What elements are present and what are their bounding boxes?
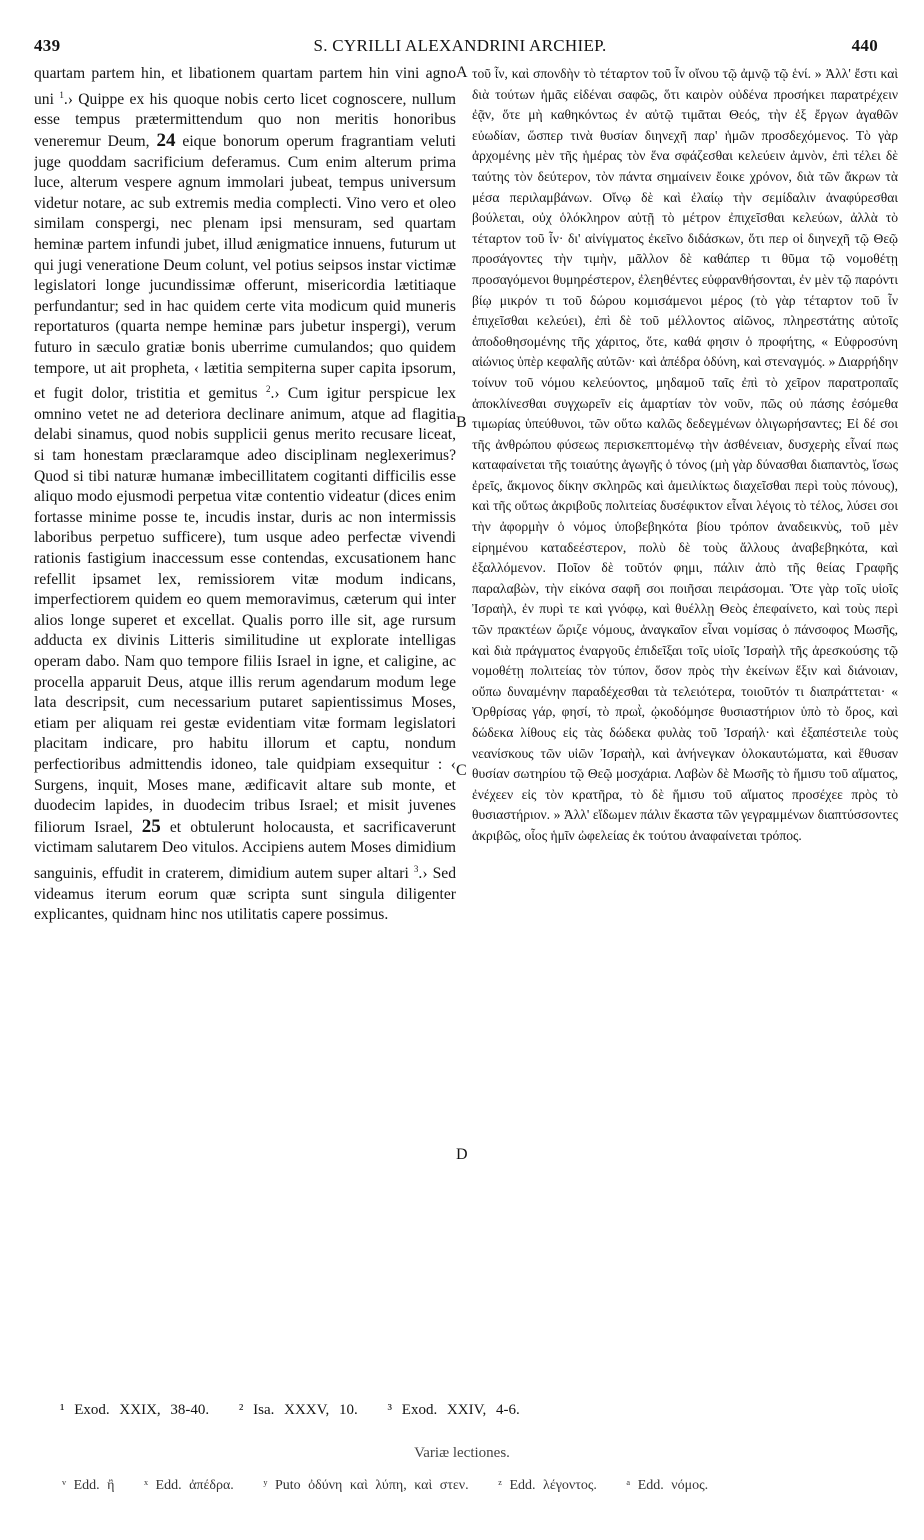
section-letter-b: B: [456, 414, 467, 431]
variant-reading: ᵃ Edd. νόμος.: [626, 1478, 709, 1493]
latin-segment: .› Sed videamus iterum eorum quæ scripta sunt singula diligenter explicantes, quidnam hinc nos utilitatis capere possimus.: [34, 865, 456, 924]
right-page-number: 440: [851, 36, 878, 55]
latin-column: [34, 64, 456, 1394]
section-letter-a: A: [456, 64, 468, 81]
variant-reading: ˣ Edd. ἀπέδρα.: [144, 1478, 234, 1493]
column-number: 25: [141, 815, 161, 837]
footnote: ³ Exod. XXIV, 4-6.: [387, 1402, 520, 1418]
footnote-ref: 2: [265, 384, 271, 395]
variae-list: [62, 1478, 882, 1494]
latin-segment: .› Cum igitur perspicue lex omnino vetet ne ad deteriora declinare animum, atque ad flagitia delabi sinamus, quod nobis supplicii genus merito recusare liceat, si tam honestam præclaramque adeo disciplinam neglexerimus? Quod si tibi naturæ humanæ imbecillitatem cogitanti difficilis esse aliquo modo ejusmodi perpetua vitæ contentio videatur (dices enim fortasse minime posse te, incudis instar, duris ac non intermissis laboribus perpetuo sufficere), tum usque adeo perfectæ vivendi rationis fastigium inaccessum esse contendas, excusationem hanc refellit ipsamet lex, remissiorem vitæ modum indicans, imperfectiorem quidem eo quem memoravimus, cæterum qui inter alios longe superet et excellat. Qualis porro ille sit, age rursum adducta ex divinis Litteris similitudine ut explorate intelligas operam dabo. Nam quo tempore filiis Israel in igne, et caligine, ac procella apparuit Deus, atque illis rerum agendarum modum lege lata descripsit, cum necessarium putaret sapientissimus Moses, etiam per aliquam rei gestæ evidentiam vitæ formam legislatori placitam indicare, pro habitu illorum et captu, nondum perfectioribus admittendis idoneo, tale quidpiam exsequitur : ‹ Surgens, inquit, Moses mane, ædificavit altare sub monte, et duodecim lapides, in duodecim tribus Israel; et misit juvenes filiorum Israel,: [34, 385, 456, 836]
page-header: [28, 36, 892, 60]
variae-title: Variæ lectiones.: [414, 1445, 510, 1461]
variant-reading: ʸ Puto ὀδύνη καὶ λύπη, καὶ στεν.: [263, 1478, 469, 1493]
footnote-ref: 1: [59, 89, 64, 100]
footnotes: [60, 1402, 880, 1419]
footnote-ref: 3: [413, 863, 419, 874]
running-title: S. CYRILLI ALEXANDRINI ARCHIEP.: [313, 36, 607, 55]
column-number: 24: [156, 129, 176, 151]
greek-text: τοῦ ἶν, καὶ σπονδὴν τὸ τέταρτον τοῦ ἶν οἴνου τῷ ἀμνῷ τῷ ἑνί. » Ἀλλ' ἔστι καὶ διὰ τούτων ἡμᾶς εἰδέναι σαφῶς, ὅτι καιρὸν οὐδένα προσήκει παρατρέχειν ἐᾷν, ὅτε μὴ καθηκόντως ἐν αὐτῷ τιμᾶται Θεός, τὴν ἐξ ἔργων ἀγαθῶν εὐωδίαν, ὥσπερ τινὰ θυσίαν διηνεχῆ παρ' ἡμῶν προσδεχόμενος. Τὸ γὰρ ἀρχομένης μὲν τῆς ἡμέρας τὸν ἕνα σφάζεσθαι κελεύειν ἀμνὸν, ἐπὶ τέλει δὲ ταύτης τὸν δεύτερον, τὸν πάντα σημαίνειν ἔοικε χρόνον, διὰ τῶν ἄκρων τὰ μέσα περιλαμβάνων. Οἴνῳ δὲ καὶ ἐλαίῳ τὴν σεμίδαλιν ἀναφύρεσθαι βούλεται, οὐχ ὁλόκληρον αὐτῇ τὸ μέτρον ἐπιχεῖσθαι κελεύων, ἀλλὰ τὸ τέταρτον τοῦ ἶν· δι' αἰνίγματος ἐκεῖνο διδάσκων, ὅτι περ οἱ διηνεχῆ τῷ Θεῷ προσάγοντες τὴν τιμὴν, μᾶλλον δὲ καθάπερ τι θῦμα τῷ νομοθέτῃ προσαγόμενοι θυμηρέστερον, ἐλεηθέντες εὐφρανθήσονται, ἐν μὲν τῷ παρόντι βίῳ μικρόν τι τοῦ δώρου κομισάμενοι μέρος (τὸ γὰρ τέταρτον τοῦ ἶν ἐπιχεῖσθαι κελεύει), ἐπὶ δὲ τοῦ μέλλοντος αἰῶνος, πληρεστάτης αὐτοῖς ἀποδοθησομένης τῆς χάριτος, ὅτε, καθά φησιν ὁ προφήτης, « Εὐφροσύνη αἰώνιος ὑπὲρ κεφαλῆς αὐτῶν· καὶ ἀπέδρα ὀδύνη, καὶ στεναγμός. » Διαρρήδην τοίνυν τοῦ νόμου κελεύοντος, μηδαμοῦ ταῖς ἐπὶ τὸ χεῖρον παρατροπαῖς ἀποκλίνεσθαι συγχωρεῖν εἰς ἁμαρτίαν τὸν νοῦν, πῶς οὐ πάσης ἐσόμεθα τιμωρίας ὑπεύθυνοι, τῶν οὕτω καλῶς δεδεγμένων ὀλιγωρήσαντες; Εἰ δέ σοι τῆς ἀνθρώπου φύσεως περισκεπτομένῳ τὴν ἀσθένειαν, δυσχερὴς εἶναί πως καταφαίνεται τῆς τοιαύτης ἀγωγῆς ὁ τόνος (μὴ γὰρ δύνασθαι διαπαντὸς, ἴσως ἐρεῖς, ἄκμονος δίκην σκληρῶς καὶ ἀμειλίκτως διαχεῖσθαι περὶ τοὺς πόνους), καὶ τῆς οὕτως ἀκριβοῦς πολιτείας δυσέφικτον εἶναι λέγοις τὸ τέλος, λύσει σοι τὴν ἀφορμὴν ὁ νόμος ὑποβεβηκότα βίου τρόπον ἀναδεικνὺς, τοῦ μὲν εἰρημένου καταδεέστερον, πολὺ δὲ τοὺς ἄλλους ἀναβεβηκότα, καὶ ἐξαλλόμενον. Ποῖον δὲ τοῦτόν φημι, πάλιν ἀπὸ τῆς θείας Γραφῆς παραλαβὼν, τὴν εἰκόνα σαφῆ σοι ποιῆσαι πειράσομαι. Ὅτε γὰρ τοῖς υἱοῖς Ἰσραὴλ, ἐν πυρὶ τε καὶ γνόφῳ, καὶ θυέλλῃ Θεὸς ἐπεφαίνετο, καὶ τοὺς περὶ τῶν πρακτέων ὥριζε νόμους, ἀναγκαῖον εἶναι νομίσας ὁ πάνσοφος Μωσῆς, καὶ διὰ πράγματος ἐναργοῦς ἐπιδεῖξαι τοῖς υἱοῖς Ἰσραὴλ τῆς ἀρεσκούσης τῷ νομοθέτῃ πολιτείας τὸν τύπον, ὅσον πρὸς τὴν ἐκείνων ἕξιν καὶ διάνοιαν, οὔπω δυναμένην παραδέχεσθαι τὰ τελειότερα, τοιοῦτόν τι διαπράττεται· « Ὀρθρίσας γάρ, φησί, τὸ πρωῒ, ᾠκοδόμησε θυσιαστήριον ὑπὸ τὸ ὄρος, καὶ δώδεκα λίθους εἰς τὰς δώδεκα φυλὰς τοῦ Ἰσραήλ· καὶ ἐξαπέστειλε τοὺς νεανίσκους τῶν υἱῶν Ἰσραὴλ, καὶ ἀνήνεγκαν ὁλοκαυτώματα, καὶ ἔθυσαν θυσίαν σωτηρίου τῷ Θεῷ μοσχάρια. Λαβὼν δὲ Μωσῆς τὸ ἥμισυ τοῦ αἵματος, ἐνέχεεν εἰς τὸν κρατῆρα, τὸ δὲ ἥμισυ τοῦ αἵματος προσέχεε πρὸς τὸ θυσιαστήριον. » Ἀλλ' εἴδωμεν πάλιν ἕκαστα τῶν γεγραμμένων διαπτύσσοντες ἀκριβῶς, οἷος ἡμῖν ὠφελείας ἐκ τούτου ἀναφαίνεται τρόπος.: [472, 66, 898, 843]
latin-segment: quartam partem hin, et libationem quartam partem hin vini agno uni: [34, 65, 456, 108]
footnote: ¹ Exod. XXIX, 38-40.: [60, 1402, 210, 1418]
greek-column: [472, 64, 898, 1394]
variant-reading: ᵛ Edd. ἢ: [62, 1478, 115, 1493]
latin-segment: eique bonorum operum fragrantiam veluti juge quoddam sacrificium deferamus. Cum enim alterum prima luce, alterum vespere agnum immolari jubeat, tempus universum videtur notare, ac sub extremis media complecti. Vino vero et oleo similam conspergi, nec plenam ipsi mensuram, sed quartam heminæ partem infundi jubet, illud ænigmatice innuens, futurum ut qui jugi veneratione Deum colunt, vel potius seipsos instar victimæ legislatori longe jucundissimæ offerunt, misericordia lætitiaque perfundantur; sed in hac quidem certe vita modicum quid muneris reportaturos (quarta nempe heminæ pars jubetur inspergi), verum futuro in sæculo gratiæ bonis uberrime cumulandos; quo quidem tempore, ut ait propheta, ‹ lætitia sempiterna super capita ipsorum, et fugit dolor, tristitia et gemitus: [34, 132, 456, 403]
latin-text: [34, 64, 456, 926]
section-letter-d: D: [456, 1146, 468, 1163]
left-page-number: 439: [34, 36, 61, 55]
footnote: ² Isa. XXXV, 10.: [238, 1402, 358, 1418]
variant-reading: ᶻ Edd. λέγοντος.: [498, 1478, 597, 1493]
section-letter-c: C: [456, 762, 467, 779]
latin-segment: .› Quippe ex his quoque nobis certo licet cognoscere, nullum esse tempus prætermittendum quo non meritis honoribus veneremur Deum,: [34, 90, 456, 150]
latin-segment: et obtulerunt holocausta, et sacrificaverunt victimam salutarem Deo vitulos. Accipiens autem Moses dimidium sanguinis, effudit in craterem, dimidium autem super altari: [34, 818, 456, 883]
